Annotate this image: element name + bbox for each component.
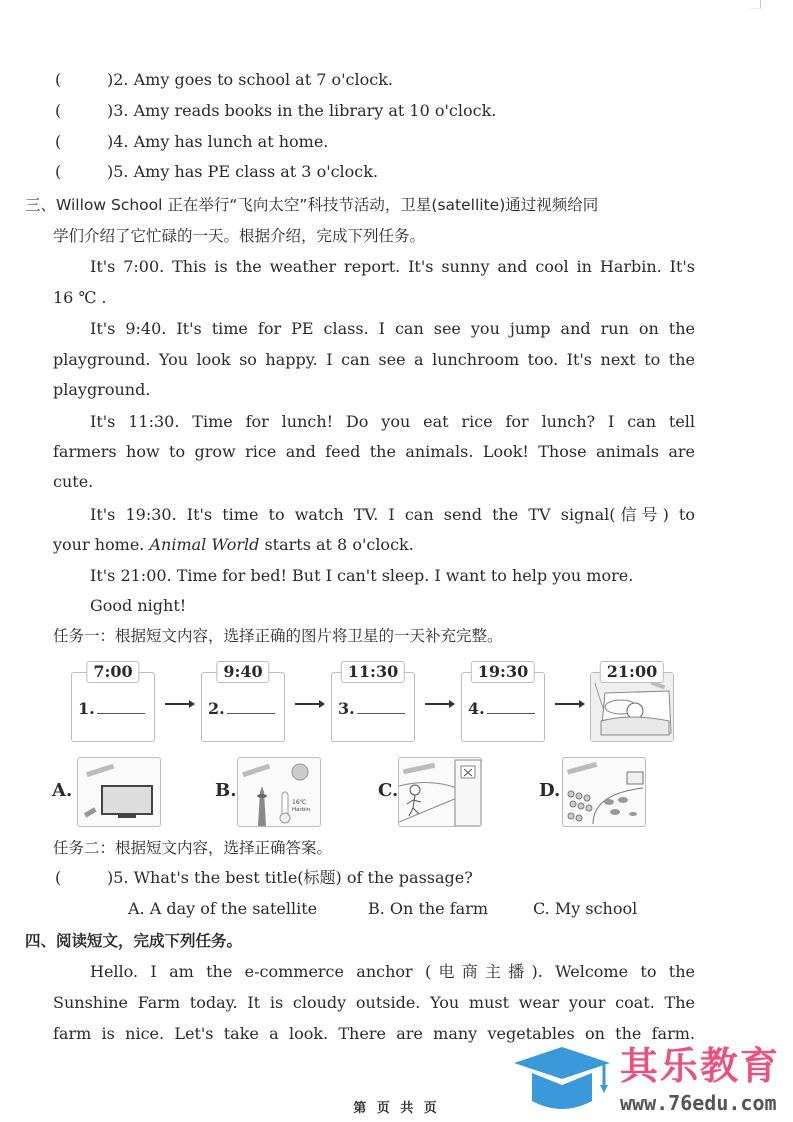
choice-c[interactable]: C. My school bbox=[533, 899, 638, 918]
satellite-farm-icon bbox=[563, 758, 645, 826]
timeline-step-5 bbox=[590, 662, 674, 742]
passage-p4-line2: your home. Animal World starts at 8 o'clock. bbox=[53, 535, 414, 554]
timeline-time: 7:00 bbox=[86, 661, 139, 683]
satellite-weather-harbin-icon bbox=[238, 758, 320, 826]
passage-p1-line1: It's 7:00. This is the weather report. It's sunny and cool in Harbin. It's bbox=[90, 257, 695, 276]
answer-blank[interactable]: 3. bbox=[338, 699, 405, 718]
passage-p3-line3: cute. bbox=[53, 472, 94, 491]
sleeping-child-icon bbox=[591, 673, 673, 741]
timeline-step-2 bbox=[201, 662, 285, 742]
option-d-label: D. bbox=[539, 780, 561, 801]
passage-p3-line1: It's 11:30. Time for lunch! Do you eat rice for lunch? I can tell bbox=[90, 412, 695, 431]
choice-b[interactable]: B. On the farm bbox=[368, 899, 489, 918]
arrow-right-icon bbox=[555, 703, 583, 705]
question-4: ( )4. Amy has lunch at home. bbox=[55, 132, 329, 151]
svg-text:16℃: 16℃ bbox=[292, 799, 307, 806]
answer-blank[interactable]: 2. bbox=[208, 699, 275, 718]
option-c-label: C. bbox=[378, 780, 399, 801]
section3-heading-line2: 学们介绍了它忙碌的一天。根据介绍，完成下列任务。 bbox=[53, 227, 426, 245]
svg-text:Harbin: Harbin bbox=[292, 807, 311, 813]
option-a-label: A. bbox=[52, 780, 73, 801]
page-footer: 第 页 共 页 bbox=[353, 1101, 440, 1116]
task1-title: 任务一：根据短文内容，选择正确的图片将卫星的一天补充完整。 bbox=[53, 627, 503, 645]
option-a-picture[interactable] bbox=[77, 757, 161, 827]
passage-p2-line3: playground. bbox=[53, 380, 151, 399]
section4-heading: 四、阅读短文，完成下列任务。 bbox=[25, 932, 243, 950]
brand-name: 其乐教育 bbox=[620, 1044, 781, 1088]
passage-p5-line1: It's 21:00. Time for bed! But I can't sleep. I want to help you more. bbox=[90, 566, 634, 585]
question-5-title: ( )5. What's the best title(标题) of the passage? bbox=[55, 868, 473, 887]
passage-p1-line2: 16 ℃ . bbox=[53, 288, 107, 307]
section4-line1: Hello. I am the e-commerce anchor (电商主播). Welcome to the bbox=[90, 962, 695, 981]
brand-url: www.76edu.com bbox=[620, 1091, 777, 1115]
option-c-picture[interactable] bbox=[398, 757, 482, 827]
tv-show-title: Animal World bbox=[149, 535, 260, 554]
arrow-right-icon bbox=[425, 703, 453, 705]
passage-p2-line2: playground. You look so happy. I can see a lunchroom too. It's next to the bbox=[53, 350, 695, 369]
option-b-picture[interactable] bbox=[237, 757, 321, 827]
task2-title: 任务二：根据短文内容，选择正确答案。 bbox=[53, 839, 333, 857]
passage-p5-line2: Good night! bbox=[90, 596, 187, 615]
timeline-time: 21:00 bbox=[600, 661, 664, 683]
question-3: ( )3. Amy reads books in the library at 10 o'clock. bbox=[55, 101, 497, 120]
passage-p4-line1: It's 19:30. It's time to watch TV. I can send the TV signal(信号) to bbox=[90, 505, 695, 524]
timeline-step-1 bbox=[71, 662, 155, 742]
timeline-time: 19:30 bbox=[471, 661, 535, 683]
arrow-right-icon bbox=[165, 703, 193, 705]
section4-line2: Sunshine Farm today. It is cloudy outside. You must wear your coat. The bbox=[53, 993, 695, 1012]
choice-a[interactable]: A. A day of the satellite bbox=[128, 899, 318, 918]
option-b-label: B. bbox=[215, 780, 237, 801]
satellite-playground-lunchroom-icon bbox=[399, 758, 481, 826]
answer-blank[interactable]: 4. bbox=[468, 699, 535, 718]
section4-line3: farm is nice. Let's take a look. There are many vegetables on the farm. bbox=[53, 1024, 695, 1043]
timeline-time: 9:40 bbox=[216, 661, 269, 683]
section3-heading-line1: 三、Willow School 正在举行“飞向太空”科技节活动，卫星(satellite)通过视频给同 bbox=[25, 196, 599, 214]
arrow-right-icon bbox=[295, 703, 323, 705]
question-5: ( )5. Amy has PE class at 3 o'clock. bbox=[55, 162, 379, 181]
timeline-time: 11:30 bbox=[341, 661, 405, 683]
satellite-tv-icon bbox=[78, 758, 160, 826]
timeline-step-4 bbox=[461, 662, 545, 742]
answer-blank[interactable]: 1. bbox=[78, 699, 145, 718]
option-d-picture[interactable] bbox=[562, 757, 646, 827]
timeline-step-3 bbox=[331, 662, 415, 742]
corner-crop-mark bbox=[750, 0, 761, 9]
question-2: ( )2. Amy goes to school at 7 o'clock. bbox=[55, 70, 393, 89]
passage-p3-line2: farmers how to grow rice and feed the animals. Look! Those animals are bbox=[53, 442, 695, 461]
passage-p2-line1: It's 9:40. It's time for PE class. I can see you jump and run on the bbox=[90, 319, 695, 338]
